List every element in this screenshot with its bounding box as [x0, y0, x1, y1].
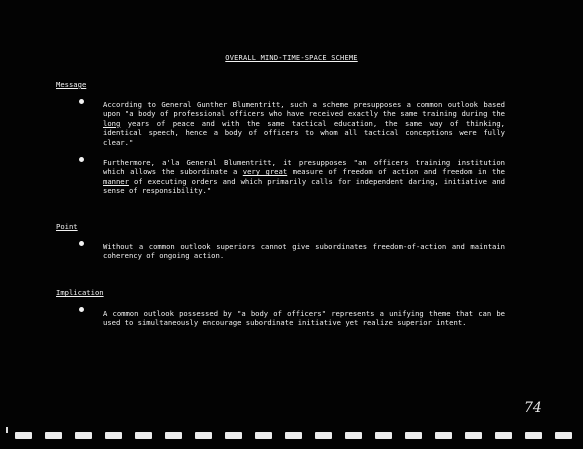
- sprocket-hole: [345, 432, 362, 439]
- sprocket-hole: [45, 432, 62, 439]
- section-heading-message: Message: [56, 80, 87, 89]
- sprocket-hole: [525, 432, 542, 439]
- implication-paragraph: A common outlook possessed by "a body of officers" represents a unifying theme that can be used to simultaneously encourage subordinate initiative yet realize superior intent.: [103, 309, 505, 328]
- sprocket-hole: [465, 432, 482, 439]
- sprocket-hole: [315, 432, 332, 439]
- sprocket-hole: [105, 432, 122, 439]
- underlined-text: very great: [242, 167, 288, 177]
- sprocket-hole: [135, 432, 152, 439]
- sprocket-hole: [375, 432, 392, 439]
- section-heading-point: Point: [56, 222, 78, 231]
- message-paragraph-2: [103, 158, 505, 196]
- sprocket-hole: [555, 432, 572, 439]
- sprocket-hole: [495, 432, 512, 439]
- point-paragraph: Without a common outlook superiors cannot give subordinates freedom-of-action and maintain coherency of ongoing action.: [103, 242, 505, 261]
- paragraph-text: years of peace and with the same tactical education, the same way of thinking, identical speech, hence a body of officers to whom all tactical conceptions were fully clear.": [103, 118, 505, 147]
- sprocket-hole: [195, 432, 212, 439]
- paragraph-text: measure of freedom of action and freedom in the: [287, 167, 505, 177]
- sprocket-hole: [225, 432, 242, 439]
- sprocket-hole: [75, 432, 92, 439]
- bullet-icon: [79, 241, 84, 246]
- paragraph-text: of executing orders and which primarily calls for independent daring, initiative and sense of responsibility.": [103, 176, 505, 196]
- sprocket-hole: [435, 432, 452, 439]
- slide-title: OVERALL MIND-TIME-SPACE SCHEME: [225, 54, 358, 62]
- message-paragraph-1: [103, 100, 505, 147]
- underlined-text: long: [103, 118, 121, 128]
- paragraph-text: According to General Gunther Blumentritt, such a scheme presupposes a common outlook based upon "a body of professional officers who have received exactly the same training during the: [103, 100, 505, 119]
- bullet-icon: [79, 157, 84, 162]
- section-heading-implication: Implication: [56, 288, 104, 297]
- sprocket-hole: [165, 432, 182, 439]
- sprocket-hole: [405, 432, 422, 439]
- sprocket-hole: [285, 432, 302, 439]
- bullet-icon: [79, 307, 84, 312]
- paragraph-text: Furthermore, a'la General Blumentritt, it presupposes "an officers training institution which allows the subordinate a: [103, 158, 505, 177]
- underlined-text: manner: [103, 176, 129, 186]
- film-sprocket-strip: [0, 432, 583, 444]
- page-number: 74: [524, 400, 542, 416]
- sprocket-hole: [15, 432, 32, 439]
- sprocket-hole: [255, 432, 272, 439]
- bullet-icon: [79, 99, 84, 104]
